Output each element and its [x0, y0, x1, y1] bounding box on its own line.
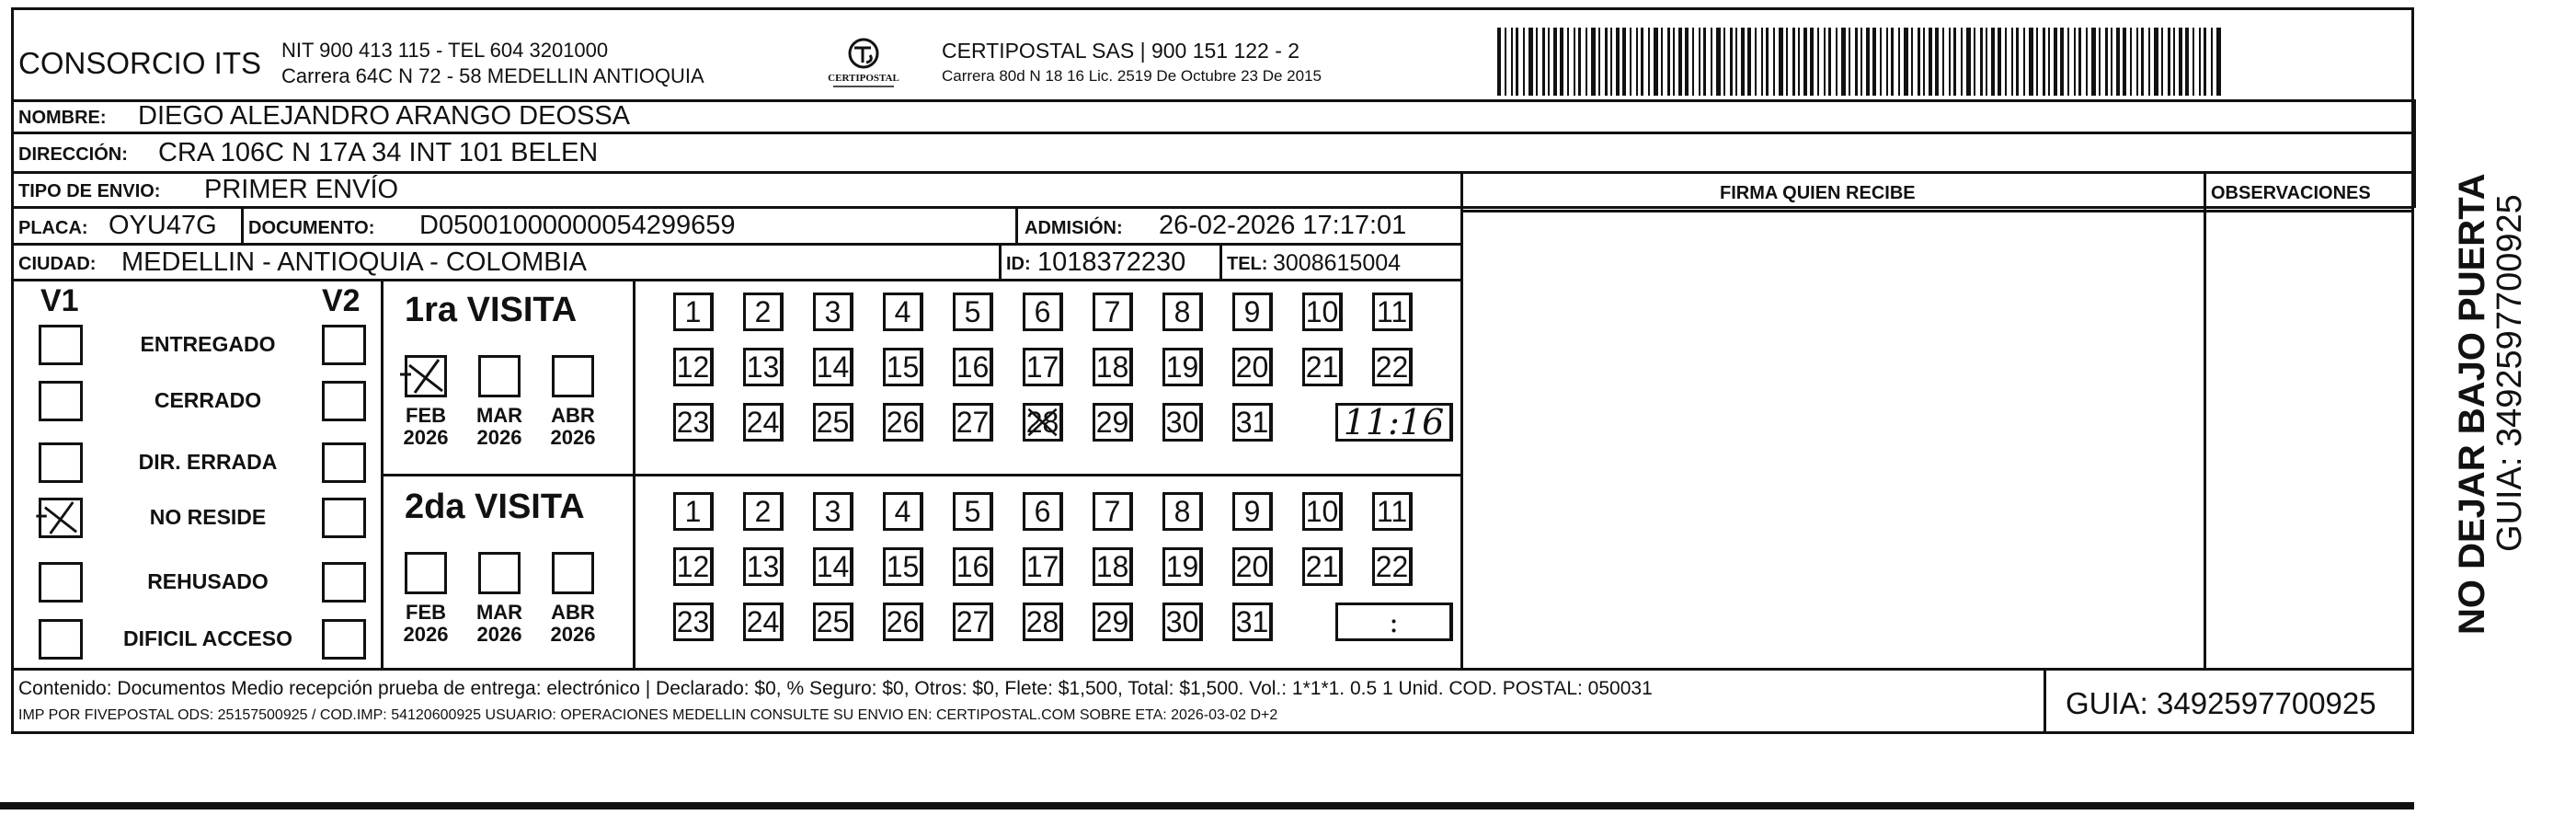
barcode-bar: [1542, 28, 1545, 96]
barcode-bar: [2179, 28, 2182, 96]
visit1-day-box[interactable]: 21: [1302, 348, 1343, 386]
barcode-bar: [2173, 28, 2175, 96]
barcode-bar: [1886, 28, 1888, 96]
barcode-bar: [1773, 28, 1775, 96]
visit2-day-box[interactable]: 1: [673, 492, 714, 531]
visit2-day-box[interactable]: 7: [1093, 492, 1133, 531]
barcode-bar: [2141, 28, 2144, 96]
observaciones-header: OBSERVACIONES: [2211, 183, 2371, 203]
barcode-bar: [2130, 28, 2132, 96]
barcode-bar: [1636, 28, 1638, 96]
visit2-day-box[interactable]: 30: [1162, 603, 1203, 641]
v1-checkbox[interactable]: [39, 442, 83, 483]
barcode-bar: [1703, 28, 1706, 96]
barcode-bar: [1528, 28, 1533, 96]
visita1-title: 1ra VISITA: [405, 291, 578, 329]
admision-value: 26-02-2026 17:17:01: [1159, 211, 1407, 240]
barcode-bar: [1991, 28, 1995, 96]
v2-checkbox[interactable]: [322, 498, 366, 538]
visit2-day-box[interactable]: 29: [1093, 603, 1133, 641]
barcode-bar: [1817, 28, 1819, 96]
certipostal-line2: Carrera 80d N 18 16 Lic. 2519 De Octubre 23 De 2015: [942, 67, 1322, 85]
barcode-bar: [1942, 28, 1944, 96]
visit1-month-name: FEB: [406, 404, 446, 427]
barcode-bar: [2192, 28, 2194, 96]
nombre-label: NOMBRE:: [18, 108, 107, 128]
barcode-bar: [2168, 28, 2170, 96]
barcode-bar: [1779, 28, 1783, 96]
visit2-month-name: MAR: [475, 601, 523, 624]
visit2-day-box[interactable]: 17: [1023, 547, 1063, 586]
barcode-bar: [1891, 28, 1894, 96]
barcode-bar: [2185, 28, 2189, 96]
v2-checkbox[interactable]: [322, 381, 366, 421]
barcode-bar: [1523, 28, 1525, 96]
status-label: DIFICIL ACCESO: [122, 626, 292, 650]
barcode-bar: [1949, 28, 1951, 96]
barcode-bar: [1661, 28, 1663, 96]
barcode-bar: [1828, 28, 1831, 96]
v2-checkbox[interactable]: [322, 442, 366, 483]
visit1-day-box[interactable]: 7: [1093, 293, 1133, 331]
visit1-day-box[interactable]: 25: [813, 403, 853, 442]
barcode-bar: [1849, 28, 1850, 96]
barcode-bar: [2016, 28, 2019, 96]
barcode-bar: [1699, 28, 1700, 96]
visit2-day-box[interactable]: 13: [743, 547, 784, 586]
visit1-month-checkbox[interactable]: [405, 355, 447, 397]
no-dejar-bajo-puerta: NO DEJAR BAJO PUERTA: [2452, 173, 2492, 635]
visit1-day-box[interactable]: 20: [1232, 348, 1273, 386]
barcode-bar: [1755, 28, 1757, 96]
visit1-month-checkbox[interactable]: [552, 355, 594, 397]
visit2-day-box[interactable]: 2: [743, 492, 784, 531]
visit2-day-box[interactable]: 27: [953, 603, 993, 641]
barcode-bar: [1880, 28, 1882, 96]
barcode-bar: [2005, 28, 2007, 96]
visit2-day-box[interactable]: 6: [1023, 492, 1063, 531]
visit2-month-checkbox[interactable]: [552, 552, 594, 594]
barcode-bar: [1560, 28, 1563, 96]
v1-checkbox[interactable]: [39, 325, 83, 365]
barcode-bar: [1630, 28, 1631, 96]
barcode-bar: [1648, 28, 1650, 96]
barcode-bar: [1730, 28, 1733, 96]
visit1-day-box[interactable]: 31: [1232, 403, 1273, 442]
barcode-bar: [1786, 28, 1788, 96]
v2-checkbox[interactable]: [322, 562, 366, 603]
barcode-bar: [1610, 28, 1612, 96]
barcode-bar: [2023, 28, 2025, 96]
barcode-bar: [1605, 28, 1608, 96]
visit2-day-box[interactable]: 11: [1372, 492, 1413, 531]
visit1-day-box[interactable]: 1: [673, 293, 714, 331]
visit2-day-box[interactable]: 12: [673, 547, 714, 586]
visit2-day-box[interactable]: 25: [813, 603, 853, 641]
barcode-bar: [1747, 28, 1751, 96]
visit2-day-box[interactable]: 4: [883, 492, 923, 531]
visit2-day-box[interactable]: 24: [743, 603, 784, 641]
certipostal-line1: CERTIPOSTAL SAS | 900 151 122 - 2: [942, 39, 1300, 63]
visit2-day-box[interactable]: 31: [1232, 603, 1273, 641]
barcode-bar: [1918, 28, 1920, 96]
v1-checkbox[interactable]: [39, 619, 83, 660]
visit1-day-box[interactable]: 16: [953, 348, 993, 386]
barcode-bar: [1866, 28, 1870, 96]
footer-guia: GUIA: 3492597700925: [2066, 686, 2376, 720]
status-label: DIR. ERRADA: [138, 450, 278, 474]
v2-checkbox[interactable]: [322, 325, 366, 365]
barcode-bar: [1860, 28, 1862, 96]
barcode-bar: [2111, 28, 2112, 96]
barcode-bar: [2148, 28, 2150, 96]
status-label: REHUSADO: [147, 569, 269, 593]
barcode-bar: [1678, 28, 1682, 96]
visit2-time-field[interactable]: :: [1335, 603, 1453, 641]
barcode-bar: [2074, 28, 2076, 96]
barcode-bar: [1497, 28, 1501, 96]
day-cross-mark-icon: [1025, 406, 1059, 439]
barcode-bar: [1824, 28, 1826, 96]
barcode-bar: [1855, 28, 1858, 96]
barcode-bar: [1792, 28, 1795, 96]
barcode-bar: [1929, 28, 1932, 96]
v2-checkbox[interactable]: [322, 619, 366, 660]
visit2-month-name: ABR: [551, 601, 595, 624]
tel-label: TEL:: [1227, 254, 1268, 274]
bottom-rule: [0, 802, 2414, 809]
visit2-day-box[interactable]: 20: [1232, 547, 1273, 586]
visit1-day-box[interactable]: 4: [883, 293, 923, 331]
barcode-bar: [1622, 28, 1626, 96]
barcode-bar: [1641, 28, 1643, 96]
visit1-month-checkbox[interactable]: [478, 355, 521, 397]
v1-checkbox[interactable]: [39, 498, 83, 538]
visit2-day-box[interactable]: 23: [673, 603, 714, 641]
barcode-bar: [2011, 28, 2013, 96]
documento-value: D05001000000054299659: [419, 211, 736, 240]
barcode-bar: [1841, 28, 1846, 96]
visit2-day-box[interactable]: 9: [1232, 492, 1273, 531]
visit2-month-year: 2026: [403, 623, 449, 646]
visit2-month-checkbox[interactable]: [478, 552, 521, 594]
visit1-day-box[interactable]: 18: [1093, 348, 1133, 386]
v1-header: V1: [40, 283, 79, 318]
visit1-day-box[interactable]: 14: [813, 348, 853, 386]
barcode-bar: [1685, 28, 1689, 96]
barcode-bar: [1761, 28, 1763, 96]
barcode-bar: [1872, 28, 1876, 96]
barcode-bar: [2199, 28, 2201, 96]
visit2-month-checkbox[interactable]: [405, 552, 447, 594]
visit2-day-box[interactable]: 3: [813, 492, 853, 531]
barcode-bar: [2216, 28, 2221, 96]
v1-checkbox[interactable]: [39, 381, 83, 421]
barcode-bar: [1723, 28, 1725, 96]
barcode-bar: [2204, 28, 2206, 96]
barcode-bar: [2123, 28, 2126, 96]
barcode-bar: [1803, 28, 1807, 96]
firma-header: FIRMA QUIEN RECIBE: [1720, 183, 1916, 203]
side-guia: GUIA: 3492597700925: [2490, 194, 2529, 552]
barcode-bar: [1911, 28, 1913, 96]
visit1-day-box[interactable]: 3: [813, 293, 853, 331]
barcode-bar: [1766, 28, 1769, 96]
company-address: Carrera 64C N 72 - 58 MEDELLIN ANTIOQUIA: [281, 64, 704, 87]
barcode-bar: [2105, 28, 2108, 96]
visit2-day-box[interactable]: 21: [1302, 547, 1343, 586]
visit1-month-year: 2026: [550, 426, 596, 449]
visit1-day-box[interactable]: 30: [1162, 403, 1203, 442]
status-label: NO RESIDE: [149, 505, 267, 529]
barcode-bar: [1735, 28, 1737, 96]
admision-label: ADMISIÓN:: [1025, 218, 1123, 238]
visit1-day-box[interactable]: 22: [1372, 348, 1413, 386]
v2-header: V2: [322, 283, 361, 318]
barcode-bar: [1598, 28, 1600, 96]
barcode-bar: [1578, 28, 1581, 96]
visit1-day-box[interactable]: 8: [1162, 293, 1203, 331]
company-nit-tel: NIT 900 413 115 - TEL 604 3201000: [281, 39, 609, 62]
visit2-day-box[interactable]: 22: [1372, 547, 1413, 586]
visit1-day-box[interactable]: 5: [953, 293, 993, 331]
barcode-bar: [1961, 28, 1963, 96]
barcode-bar: [1516, 28, 1518, 96]
visit2-day-box[interactable]: 5: [953, 492, 993, 531]
placa-label: PLACA:: [18, 218, 88, 238]
barcode-bar: [1966, 28, 1971, 96]
barcode-bar: [1898, 28, 1900, 96]
barcode-bar: [1904, 28, 1908, 96]
barcode-bar: [1741, 28, 1745, 96]
barcode-bar: [1974, 28, 1975, 96]
barcode-bar: [1980, 28, 1983, 96]
ciudad-label: CIUDAD:: [18, 254, 97, 274]
visit2-month-year: 2026: [476, 623, 522, 646]
visita2-title: 2da VISITA: [405, 488, 585, 526]
status-label: ENTREGADO: [140, 332, 276, 356]
visit1-day-box[interactable]: 15: [883, 348, 923, 386]
barcode-bar: [2048, 28, 2050, 96]
ciudad-value: MEDELLIN - ANTIOQUIA - COLOMBIA: [121, 247, 587, 277]
visit1-day-box[interactable]: 11: [1372, 293, 1413, 331]
v1-check-mark-icon: [41, 500, 80, 535]
visit2-day-box[interactable]: 15: [883, 547, 923, 586]
direccion-label: DIRECCIÓN:: [18, 144, 128, 165]
visit1-month-year: 2026: [476, 426, 522, 449]
visit1-day-box[interactable]: 29: [1093, 403, 1133, 442]
certipostal-logo: [813, 37, 914, 92]
barcode-bar: [2060, 28, 2064, 96]
barcode-bar: [1667, 28, 1670, 96]
barcode-bar: [1536, 28, 1538, 96]
nombre-value: DIEGO ALEJANDRO ARANGO DEOSSA: [138, 101, 631, 131]
barcode-bar: [2054, 28, 2057, 96]
barcode-bar: [2029, 28, 2033, 96]
barcode-bar: [1548, 28, 1550, 96]
visit1-day-box[interactable]: 26: [883, 403, 923, 442]
barcode-bar: [1935, 28, 1939, 96]
barcode-bar: [2211, 28, 2213, 96]
barcode-bar: [2161, 28, 2163, 96]
barcode-bar: [2086, 28, 2088, 96]
barcode-bar: [1716, 28, 1721, 96]
barcode-bar: [1998, 28, 2001, 96]
barcode-bar: [1673, 28, 1675, 96]
barcode-bar: [2099, 28, 2101, 96]
v1-checkbox[interactable]: [39, 562, 83, 603]
barcode-bar: [1591, 28, 1596, 96]
certipostal-logo-icon: [813, 37, 914, 92]
visit1-month-name: MAR: [475, 404, 523, 427]
company-name: CONSORCIO ITS: [18, 46, 262, 80]
tipo-envio-value: PRIMER ENVÍO: [204, 175, 399, 204]
visit2-month-year: 2026: [550, 623, 596, 646]
visit1-day-box[interactable]: 24: [743, 403, 784, 442]
barcode-bar: [1923, 28, 1925, 96]
visit1-day-box[interactable]: 6: [1023, 293, 1063, 331]
visit1-day-box[interactable]: 12: [673, 348, 714, 386]
direccion-value: CRA 106C N 17A 34 INT 101 BELEN: [158, 138, 599, 167]
visit1-day-box[interactable]: 9: [1232, 293, 1273, 331]
barcode-bar: [2067, 28, 2069, 96]
visit2-day-box[interactable]: 26: [883, 603, 923, 641]
visit2-day-box[interactable]: 14: [813, 547, 853, 586]
visit2-day-box[interactable]: 16: [953, 547, 993, 586]
barcode-bar: [1810, 28, 1814, 96]
barcode-bar: [2043, 28, 2045, 96]
barcode-bar: [2136, 28, 2138, 96]
barcode-bar: [1692, 28, 1694, 96]
placa-value: OYU47G: [109, 211, 217, 240]
visit1-day-box[interactable]: 10: [1302, 293, 1343, 331]
barcode-bar: [2078, 28, 2081, 96]
footer-imp: IMP POR FIVEPOSTAL ODS: 25157500925 / COD.IMP: 54120600925 USUARIO: OPERACIONES MEDELLIN CONSULTE SU ENVIO EN: CERTIPOSTAL.COM SOBRE ETA: 2026-03-02 D+2: [18, 707, 1278, 723]
tel-value: 3008615004: [1273, 250, 1402, 276]
visit1-month-name: ABR: [551, 404, 595, 427]
status-label: CERRADO: [154, 388, 262, 412]
barcode: [1497, 28, 2229, 96]
barcode-bar: [2036, 28, 2038, 96]
barcode-bar: [1953, 28, 1956, 96]
visit1-day-box[interactable]: 28: [1023, 403, 1063, 442]
visit1-day-box[interactable]: 23: [673, 403, 714, 442]
barcode-bar: [1567, 28, 1569, 96]
documento-label: DOCUMENTO:: [248, 218, 375, 238]
visit2-month-name: FEB: [406, 601, 446, 624]
barcode-bar: [2154, 28, 2158, 96]
barcode-bar: [2091, 28, 2096, 96]
visit1-time-field[interactable]: 11:16: [1335, 403, 1453, 442]
barcode-bar: [1616, 28, 1620, 96]
visit1-month-year: 2026: [403, 426, 449, 449]
visit2-day-box[interactable]: 19: [1162, 547, 1203, 586]
visit2-day-box[interactable]: 28: [1023, 603, 1063, 641]
visit2-day-box[interactable]: 10: [1302, 492, 1343, 531]
visit1-day-box[interactable]: 19: [1162, 348, 1203, 386]
barcode-bar: [1986, 28, 1987, 96]
barcode-bar: [1836, 28, 1838, 96]
barcode-bar: [2116, 28, 2120, 96]
visit1-month-check-icon: [407, 358, 444, 395]
barcode-bar: [1654, 28, 1658, 96]
barcode-bar: [1574, 28, 1575, 96]
visit1-day-box[interactable]: 17: [1023, 348, 1063, 386]
footer-contenido: Contenido: Documentos Medio recepción prueba de entrega: electrónico | Declarado: $0, % Seguro: $0, Otros: $0, Flete: $1,500, Total: $1,500. Vol.: 1*1*1. 0.5 1 Unid. COD. POSTAL: 050031: [18, 678, 1653, 699]
barcode-bar: [1586, 28, 1587, 96]
barcode-bar: [1553, 28, 1557, 96]
svg-text:CERTIPOSTAL: CERTIPOSTAL: [828, 73, 899, 84]
id-label: ID:: [1006, 254, 1031, 274]
tipo-envio-label: TIPO DE ENVIO:: [18, 181, 161, 201]
barcode-bar: [1798, 28, 1800, 96]
barcode-bar: [1511, 28, 1513, 96]
barcode-bar: [1505, 28, 1506, 96]
visit2-day-box[interactable]: 8: [1162, 492, 1203, 531]
visit1-day-box[interactable]: 2: [743, 293, 784, 331]
barcode-bar: [1711, 28, 1712, 96]
id-value: 1018372230: [1037, 247, 1186, 277]
visit1-day-box[interactable]: 27: [953, 403, 993, 442]
visit2-day-box[interactable]: 18: [1093, 547, 1133, 586]
visit1-day-box[interactable]: 13: [743, 348, 784, 386]
